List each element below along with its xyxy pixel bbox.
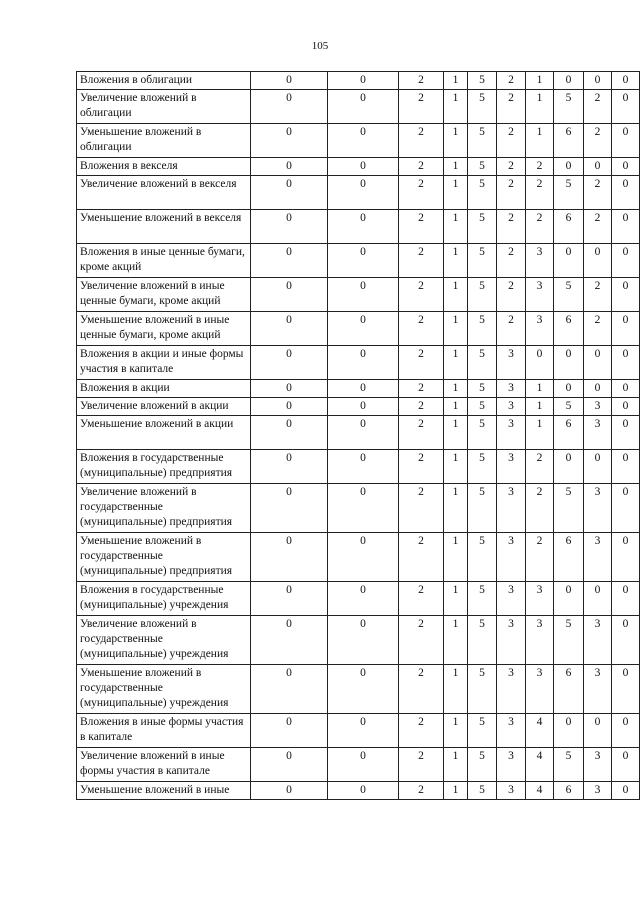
code-digit-cell: 2 [497,124,526,158]
code-digit-cell: 1 [444,665,468,714]
code-digit-cell: 5 [554,484,584,533]
code-digit-cell: 0 [612,616,640,665]
row-name-cell: Вложения в государственные (муниципальные) предприятия [77,450,251,484]
code-digit-cell: 0 [584,158,612,176]
code-digit-cell: 0 [612,312,640,346]
code-digit-cell: 5 [468,278,497,312]
table-row [77,346,640,380]
code-digit-cell: 2 [584,124,612,158]
code-digit-cell: 0 [612,582,640,616]
code-digit-cell: 1 [444,616,468,665]
code-digit-cell: 5 [468,665,497,714]
code-digit-cell: 0 [251,416,328,450]
code-digit-cell: 0 [328,782,399,800]
code-digit-cell: 5 [468,533,497,582]
code-digit-cell: 4 [526,748,554,782]
code-digit-cell: 0 [251,582,328,616]
code-digit-cell: 1 [444,210,468,244]
table-row [77,124,640,158]
code-digit-cell: 3 [497,398,526,416]
code-digit-cell: 0 [251,244,328,278]
row-name-cell: Уменьшение вложений в акции [77,416,251,450]
code-digit-cell: 2 [526,484,554,533]
code-digit-cell: 2 [584,210,612,244]
row-name-cell: Увеличение вложений в государственные (муниципальные) предприятия [77,484,251,533]
row-name-cell: Увеличение вложений в облигации [77,90,251,124]
code-digit-cell: 2 [399,176,444,210]
code-digit-cell: 2 [526,210,554,244]
row-name-cell: Уменьшение вложений в иные [77,782,251,800]
code-digit-cell: 0 [251,158,328,176]
code-digit-cell: 0 [584,714,612,748]
code-digit-cell: 3 [584,398,612,416]
code-digit-cell: 1 [444,158,468,176]
code-digit-cell: 2 [399,346,444,380]
table-row [77,176,640,210]
code-digit-cell: 2 [526,176,554,210]
row-name-cell: Вложения в акции и иные формы участия в капитале [77,346,251,380]
code-digit-cell: 1 [444,278,468,312]
code-digit-cell: 0 [554,450,584,484]
row-name-cell: Вложения в векселя [77,158,251,176]
code-digit-cell: 5 [468,484,497,533]
table-row [77,72,640,90]
table-row [77,244,640,278]
code-digit-cell: 3 [497,484,526,533]
code-digit-cell: 5 [468,124,497,158]
code-digit-cell: 2 [399,124,444,158]
code-digit-cell: 1 [444,380,468,398]
code-digit-cell: 2 [584,90,612,124]
code-digit-cell: 0 [328,533,399,582]
code-digit-cell: 2 [497,312,526,346]
code-digit-cell: 5 [468,416,497,450]
code-digit-cell: 0 [251,782,328,800]
code-digit-cell: 1 [444,346,468,380]
code-digit-cell: 3 [497,380,526,398]
code-digit-cell: 5 [468,398,497,416]
code-digit-cell: 0 [612,346,640,380]
code-digit-cell: 5 [468,782,497,800]
code-digit-cell: 3 [526,278,554,312]
code-digit-cell: 1 [444,714,468,748]
code-digit-cell: 0 [251,90,328,124]
code-digit-cell: 6 [554,210,584,244]
code-digit-cell: 1 [444,176,468,210]
code-digit-cell: 3 [497,748,526,782]
code-digit-cell: 1 [526,72,554,90]
row-name-cell: Увеличение вложений в государственные (муниципальные) учреждения [77,616,251,665]
code-digit-cell: 0 [328,484,399,533]
code-digit-cell: 0 [328,714,399,748]
code-digit-cell: 5 [468,714,497,748]
code-digit-cell: 3 [497,582,526,616]
code-digit-cell: 0 [612,782,640,800]
table-row [77,582,640,616]
code-digit-cell: 0 [612,72,640,90]
code-digit-cell: 2 [497,244,526,278]
code-digit-cell: 1 [444,450,468,484]
code-digit-cell: 2 [399,244,444,278]
row-name-cell: Уменьшение вложений в векселя [77,210,251,244]
table-row [77,398,640,416]
code-digit-cell: 2 [399,582,444,616]
row-name-cell: Увеличение вложений в векселя [77,176,251,210]
code-digit-cell: 0 [251,312,328,346]
code-digit-cell: 0 [251,748,328,782]
code-digit-cell: 1 [444,416,468,450]
table-row [77,484,640,533]
code-digit-cell: 3 [497,782,526,800]
code-digit-cell: 0 [328,665,399,714]
code-digit-cell: 0 [251,714,328,748]
code-digit-cell: 1 [444,484,468,533]
code-digit-cell: 2 [399,380,444,398]
table-row [77,278,640,312]
row-name-cell: Увеличение вложений в иные формы участия в капитале [77,748,251,782]
table-row [77,90,640,124]
code-digit-cell: 2 [497,176,526,210]
code-digit-cell: 3 [526,312,554,346]
row-name-cell: Вложения в государственные (муниципальные) учреждения [77,582,251,616]
table-row [77,748,640,782]
code-digit-cell: 0 [328,748,399,782]
code-digit-cell: 5 [468,176,497,210]
code-digit-cell: 2 [526,158,554,176]
code-digit-cell: 6 [554,312,584,346]
row-name-cell: Увеличение вложений в иные ценные бумаги, кроме акций [77,278,251,312]
code-digit-cell: 2 [584,278,612,312]
code-digit-cell: 2 [497,90,526,124]
code-digit-cell: 1 [444,124,468,158]
code-digit-cell: 2 [399,665,444,714]
code-digit-cell: 0 [612,176,640,210]
code-digit-cell: 0 [251,278,328,312]
code-digit-cell: 5 [554,278,584,312]
code-digit-cell: 0 [612,714,640,748]
table-row [77,616,640,665]
code-digit-cell: 2 [399,616,444,665]
code-digit-cell: 2 [399,748,444,782]
code-digit-cell: 0 [251,210,328,244]
code-digit-cell: 0 [251,380,328,398]
code-digit-cell: 0 [554,714,584,748]
table-row [77,533,640,582]
code-digit-cell: 3 [584,782,612,800]
code-digit-cell: 6 [554,782,584,800]
code-digit-cell: 0 [251,665,328,714]
code-digit-cell: 0 [554,244,584,278]
table-row [77,312,640,346]
code-digit-cell: 0 [328,278,399,312]
code-digit-cell: 2 [399,312,444,346]
code-digit-cell: 2 [399,484,444,533]
code-digit-cell: 0 [584,450,612,484]
code-digit-cell: 0 [251,450,328,484]
code-digit-cell: 0 [328,450,399,484]
page-number: 105 [311,40,329,52]
code-digit-cell: 3 [497,416,526,450]
code-digit-cell: 2 [526,533,554,582]
code-digit-cell: 0 [328,158,399,176]
code-digit-cell: 3 [584,416,612,450]
row-name-cell: Вложения в акции [77,380,251,398]
code-digit-cell: 0 [251,398,328,416]
code-digit-cell: 3 [497,346,526,380]
table-row [77,210,640,244]
code-digit-cell: 5 [554,90,584,124]
code-digit-cell: 3 [584,748,612,782]
row-name-cell: Уменьшение вложений в государственные (муниципальные) учреждения [77,665,251,714]
code-digit-cell: 1 [526,124,554,158]
code-digit-cell: 5 [468,72,497,90]
code-digit-cell: 2 [584,176,612,210]
code-digit-cell: 5 [554,616,584,665]
code-digit-cell: 0 [328,244,399,278]
code-digit-cell: 0 [251,616,328,665]
code-digit-cell: 0 [328,124,399,158]
code-digit-cell: 0 [612,533,640,582]
code-digit-cell: 2 [399,72,444,90]
code-digit-cell: 0 [612,450,640,484]
code-digit-cell: 1 [444,782,468,800]
code-digit-cell: 0 [584,346,612,380]
code-digit-cell: 2 [399,90,444,124]
row-name-cell: Вложения в иные формы участия в капитале [77,714,251,748]
code-digit-cell: 5 [468,312,497,346]
code-digit-cell: 0 [328,582,399,616]
code-digit-cell: 0 [328,72,399,90]
row-name-cell: Уменьшение вложений в облигации [77,124,251,158]
code-digit-cell: 0 [328,346,399,380]
code-digit-cell: 0 [328,398,399,416]
code-digit-cell: 1 [444,90,468,124]
code-digit-cell: 0 [612,210,640,244]
code-digit-cell: 5 [468,380,497,398]
table-row [77,665,640,714]
code-digit-cell: 0 [328,176,399,210]
table-row [77,714,640,748]
code-digit-cell: 3 [497,450,526,484]
code-digit-cell: 0 [584,244,612,278]
code-digit-cell: 2 [399,714,444,748]
code-digit-cell: 3 [497,533,526,582]
code-digit-cell: 1 [526,380,554,398]
code-digit-cell: 0 [328,312,399,346]
code-digit-cell: 0 [584,380,612,398]
code-digit-cell: 5 [554,176,584,210]
code-digit-cell: 3 [497,616,526,665]
code-digit-cell: 2 [526,450,554,484]
code-digit-cell: 5 [554,398,584,416]
row-name-cell: Увеличение вложений в акции [77,398,251,416]
code-digit-cell: 2 [399,158,444,176]
code-digit-cell: 3 [526,244,554,278]
code-digit-cell: 0 [554,380,584,398]
code-digit-cell: 1 [444,748,468,782]
code-digit-cell: 0 [554,346,584,380]
code-digit-cell: 2 [497,278,526,312]
code-digit-cell: 1 [526,398,554,416]
code-digit-cell: 5 [554,748,584,782]
code-digit-cell: 0 [612,484,640,533]
code-digit-cell: 6 [554,124,584,158]
code-digit-cell: 6 [554,665,584,714]
code-digit-cell: 2 [497,210,526,244]
code-digit-cell: 2 [584,312,612,346]
code-digit-cell: 0 [328,90,399,124]
code-digit-cell: 4 [526,782,554,800]
code-digit-cell: 3 [584,533,612,582]
code-digit-cell: 5 [468,158,497,176]
code-digit-cell: 3 [497,714,526,748]
row-name-cell: Вложения в иные ценные бумаги, кроме акций [77,244,251,278]
row-name-cell: Уменьшение вложений в иные ценные бумаги, кроме акций [77,312,251,346]
code-digit-cell: 2 [399,533,444,582]
code-digit-cell: 1 [444,244,468,278]
code-digit-cell: 3 [584,665,612,714]
code-digit-cell: 2 [497,72,526,90]
code-digit-cell: 3 [584,616,612,665]
code-digit-cell: 0 [612,748,640,782]
code-digit-cell: 1 [444,312,468,346]
code-digit-cell: 0 [554,72,584,90]
row-name-cell: Уменьшение вложений в государственные (муниципальные) предприятия [77,533,251,582]
code-digit-cell: 2 [399,450,444,484]
code-digit-cell: 0 [584,582,612,616]
table-row [77,380,640,398]
row-name-cell: Вложения в облигации [77,72,251,90]
code-digit-cell: 0 [328,616,399,665]
code-digit-cell: 2 [399,210,444,244]
table-row [77,158,640,176]
code-digit-cell: 0 [612,398,640,416]
code-digit-cell: 0 [612,244,640,278]
code-digit-cell: 1 [526,416,554,450]
code-digit-cell: 1 [444,398,468,416]
code-digit-cell: 2 [399,782,444,800]
code-digit-cell: 0 [584,72,612,90]
code-digit-cell: 0 [554,582,584,616]
table-body [77,72,640,800]
code-digit-cell: 1 [444,533,468,582]
code-digit-cell: 0 [251,124,328,158]
code-digit-cell: 5 [468,748,497,782]
code-digit-cell: 5 [468,450,497,484]
code-digit-cell: 0 [612,380,640,398]
code-digit-cell: 3 [526,665,554,714]
code-digit-cell: 5 [468,210,497,244]
code-digit-cell: 0 [251,176,328,210]
code-digit-cell: 0 [251,72,328,90]
code-digit-cell: 6 [554,533,584,582]
code-digit-cell: 5 [468,346,497,380]
code-digit-cell: 2 [399,398,444,416]
code-digit-cell: 5 [468,90,497,124]
code-digit-cell: 3 [584,484,612,533]
code-digit-cell: 2 [399,416,444,450]
code-digit-cell: 3 [526,616,554,665]
code-digit-cell: 2 [399,278,444,312]
account-codes-table [76,71,640,800]
code-digit-cell: 5 [468,582,497,616]
code-digit-cell: 0 [328,210,399,244]
table-row [77,782,640,800]
code-digit-cell: 1 [444,582,468,616]
code-digit-cell: 5 [468,244,497,278]
code-digit-cell: 0 [251,533,328,582]
code-digit-cell: 0 [612,124,640,158]
code-digit-cell: 0 [612,278,640,312]
code-digit-cell: 0 [328,380,399,398]
code-digit-cell: 0 [612,158,640,176]
code-digit-cell: 0 [612,416,640,450]
code-digit-cell: 0 [554,158,584,176]
code-digit-cell: 3 [497,665,526,714]
code-digit-cell: 0 [251,484,328,533]
table-row [77,416,640,450]
table-row [77,450,640,484]
code-digit-cell: 0 [612,90,640,124]
code-digit-cell: 0 [328,416,399,450]
code-digit-cell: 1 [526,90,554,124]
code-digit-cell: 6 [554,416,584,450]
code-digit-cell: 2 [497,158,526,176]
code-digit-cell: 4 [526,714,554,748]
code-digit-cell: 3 [526,582,554,616]
code-digit-cell: 0 [612,665,640,714]
code-digit-cell: 1 [444,72,468,90]
code-digit-cell: 0 [251,346,328,380]
code-digit-cell: 0 [526,346,554,380]
code-digit-cell: 5 [468,616,497,665]
